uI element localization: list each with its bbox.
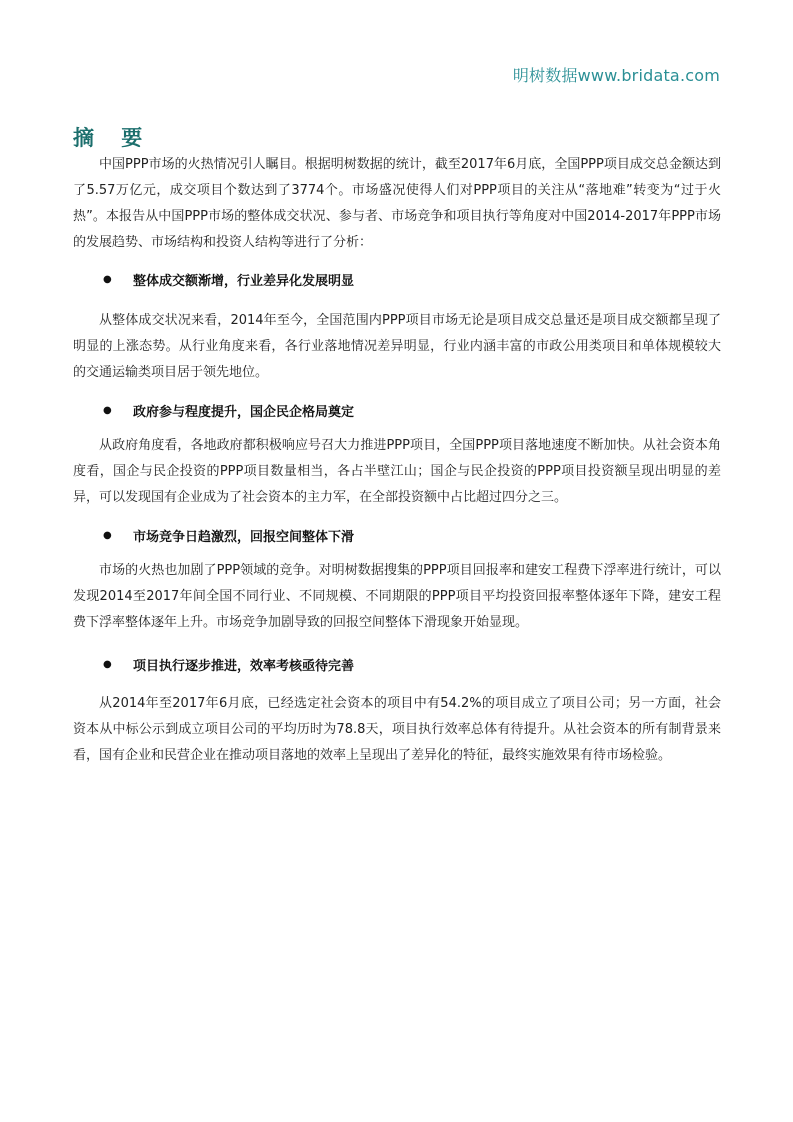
section-heading: [73, 397, 721, 423]
brand-header: 明树数据www.bridata.com: [512, 66, 720, 85]
section-heading-text: 项目执行逐步推进，效率考核亟待完善: [133, 658, 355, 674]
bullet-icon: ●: [103, 658, 112, 670]
intro-block: [73, 152, 721, 256]
section-heading-text: 市场竞争日趋激烈，回报空间整体下滑: [133, 529, 355, 545]
page-title: 摘 要: [73, 126, 153, 150]
section-4: [73, 651, 721, 769]
section-paragraph: 从政府角度看，各地政府都积极响应号召大力推进PPP项目，全国PPP项目落地速度不断加快。从社会资本角度看，国企与民企投资的PPP项目数量相当，各占半壁江山；国企与民企投资的PPP项目投资额呈现出明显的差异，可以发现国有企业成为了社会资本的主力军，在全部投资额中占比超过四分之三。: [73, 438, 721, 505]
section-paragraph: 市场的火热也加剧了PPP领域的竞争。对明树数据搜集的PPP项目回报率和建安工程费下浮率进行统计，可以发现2014至2017年间全国不同行业、不同规模、不同期限的PPP项目平均投资回报率整体逐年下降，建安工程费下浮率整体逐年上升。市场竞争加剧导致的回报空间整体下滑现象开始显现。: [73, 563, 721, 630]
section-heading-text: 政府参与程度提升，国企民企格局奠定: [133, 404, 355, 420]
intro-paragraph: 中国PPP市场的火热情况引人瞩目。根据明树数据的统计，截至2017年6月底，全国PPP项目成交总金额达到了5.57万亿元，成交项目个数达到了3774个。市场盛况使得人们对PPP项目的关注从“落地难”转变为“过于火热”。本报告从中国PPP市场的整体成交状况、参与者、市场竞争和项目执行等角度对中国2014-2017年PPP市场的发展趋势、市场结构和投资人结构等进行了分析：: [73, 157, 721, 250]
section-heading-text: 整体成交额渐增，行业差异化发展明显: [133, 273, 355, 289]
bullet-icon: ●: [103, 529, 112, 541]
section-paragraph: 从整体成交状况来看，2014年至今，全国范围内PPP项目市场无论是项目成交总量还是项目成交额都呈现了明显的上涨态势。从行业角度来看，各行业落地情况差异明显，行业内涵丰富的市政公用类项目和单体规模较大的交通运输类项目居于领先地位。: [73, 313, 721, 380]
section-heading: [73, 266, 721, 292]
bullet-icon: ●: [103, 273, 112, 285]
section-1: [73, 266, 721, 386]
section-3: [73, 522, 721, 636]
section-heading: [73, 522, 721, 548]
section-2: [73, 397, 721, 511]
section-paragraph: 从2014年至2017年6月底，已经选定社会资本的项目中有54.2%的项目成立了项目公司；另一方面，社会资本从中标公示到成立项目公司的平均历时为78.8天，项目执行效率总体有待提升。从社会资本的所有制背景来看，国有企业和民营企业在推动项目落地的效率上呈现出了差异化的特征，最终实施效果有待市场检验。: [73, 696, 721, 763]
section-heading: [73, 651, 721, 677]
bullet-icon: ●: [103, 404, 112, 416]
